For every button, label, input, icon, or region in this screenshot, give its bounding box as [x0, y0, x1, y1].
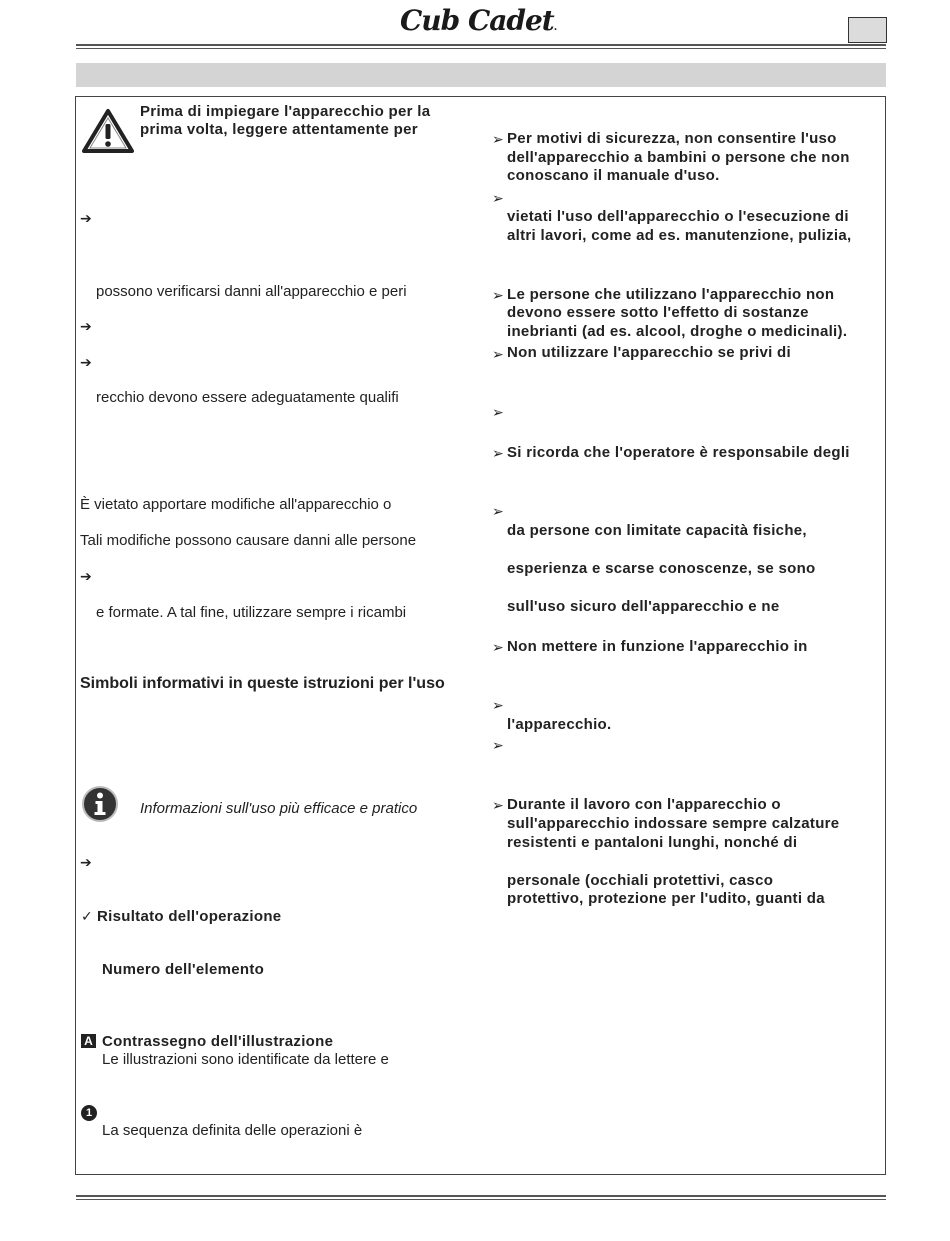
info-circle-icon: [81, 785, 119, 823]
page-number-box: [848, 17, 887, 43]
triangle-bullet-icon: ➢: [492, 737, 504, 753]
figure-mark-title: Contrassegno dell'illustrazione: [102, 1033, 334, 1050]
triangle-bullet-icon: ➢: [492, 503, 504, 519]
figure-mark-text: Le illustrazioni sono identificate da lettere e: [102, 1051, 389, 1068]
sequence-text: La sequenza definita delle operazioni è: [102, 1122, 363, 1139]
arrow-right-icon: ➔: [80, 568, 92, 584]
content-frame: [75, 96, 886, 1175]
figure-mark-badge: A: [81, 1034, 96, 1048]
triangle-bullet-icon: ➢: [492, 404, 504, 420]
right-text-line: vietati l'uso dell'apparecchio o l'esecuzione di: [507, 208, 849, 225]
warning-triangle-icon: [81, 108, 135, 154]
header-rule-thin: [76, 48, 886, 49]
result-label: Risultato dell'operazione: [97, 908, 282, 925]
right-text-line: Non mettere in funzione l'apparecchio in: [507, 638, 808, 655]
triangle-bullet-icon: ➢: [492, 287, 504, 303]
right-text-line: protettivo, protezione per l'udito, guanti da: [507, 890, 825, 907]
element-number-label: Numero dell'elemento: [102, 961, 265, 978]
left-text-line: Tali modifiche possono causare danni alle persone: [80, 532, 417, 549]
arrow-right-icon: ➔: [80, 354, 92, 370]
triangle-bullet-icon: ➢: [492, 639, 504, 655]
right-text-line: Per motivi di sicurezza, non consentire l'uso: [507, 130, 837, 147]
arrow-right-icon: ➔: [80, 854, 92, 870]
arrow-right-icon: ➔: [80, 318, 92, 334]
right-text-line: Le persone che utilizzano l'apparecchio non: [507, 286, 835, 303]
right-text-line: altri lavori, come ad es. manutenzione, pulizia,: [507, 227, 852, 244]
section-title-bar: [76, 63, 886, 87]
triangle-bullet-icon: ➢: [492, 131, 504, 147]
info-text: Informazioni sull'uso più efficace e pratico: [140, 800, 418, 817]
warning-intro-line-2: prima volta, leggere attentamente per: [140, 121, 418, 138]
left-text-line: È vietato apportare modifiche all'apparecchio o: [80, 496, 392, 513]
right-text-line: sull'uso sicuro dell'apparecchio e ne: [507, 598, 780, 615]
left-text-line: e formate. A tal fine, utilizzare sempre i ricambi: [96, 604, 407, 621]
right-text-line: Durante il lavoro con l'apparecchio o: [507, 796, 781, 813]
right-text-line: Non utilizzare l'apparecchio se privi di: [507, 344, 791, 361]
left-text-line: recchio devono essere adeguatamente qualifi: [96, 389, 399, 406]
right-text-line: dell'apparecchio a bambini o persone che non: [507, 149, 850, 166]
right-text-line: esperienza e scarse conoscenze, se sono: [507, 560, 816, 577]
right-text-line: sull'apparecchio indossare sempre calzature: [507, 815, 840, 832]
right-text-line: inebrianti (ad es. alcool, droghe o medicinali).: [507, 323, 848, 340]
left-text-line: possono verificarsi danni all'apparecchio e peri: [96, 283, 407, 300]
triangle-bullet-icon: ➢: [492, 445, 504, 461]
footer-rule: [76, 1195, 886, 1197]
triangle-bullet-icon: ➢: [492, 190, 504, 206]
brand-logo-text: Cub Cadet: [400, 4, 554, 37]
triangle-bullet-icon: ➢: [492, 797, 504, 813]
check-mark-icon: ✓: [81, 908, 93, 924]
sequence-number-badge: 1: [81, 1105, 97, 1121]
triangle-bullet-icon: ➢: [492, 346, 504, 362]
header-rule: [76, 44, 886, 46]
right-text-line: conoscano il manuale d'uso.: [507, 167, 720, 184]
right-text-line: devono essere sotto l'effetto di sostanze: [507, 304, 809, 321]
symbols-heading: Simboli informativi in queste istruzioni per l'uso: [80, 675, 445, 692]
triangle-bullet-icon: ➢: [492, 697, 504, 713]
warning-intro-line-1: Prima di impiegare l'apparecchio per la: [140, 103, 431, 120]
right-text-line: personale (occhiali protettivi, casco: [507, 872, 774, 889]
right-text-line: Si ricorda che l'operatore è responsabile degli: [507, 444, 850, 461]
footer-rule-thin: [76, 1199, 886, 1200]
arrow-right-icon: ➔: [80, 210, 92, 226]
right-text-line: l'apparecchio.: [507, 716, 612, 733]
right-text-line: da persone con limitate capacità fisiche,: [507, 522, 807, 539]
right-text-line: resistenti e pantaloni lunghi, nonché di: [507, 834, 798, 851]
brand-logo: Cub Cadet.: [400, 4, 557, 37]
